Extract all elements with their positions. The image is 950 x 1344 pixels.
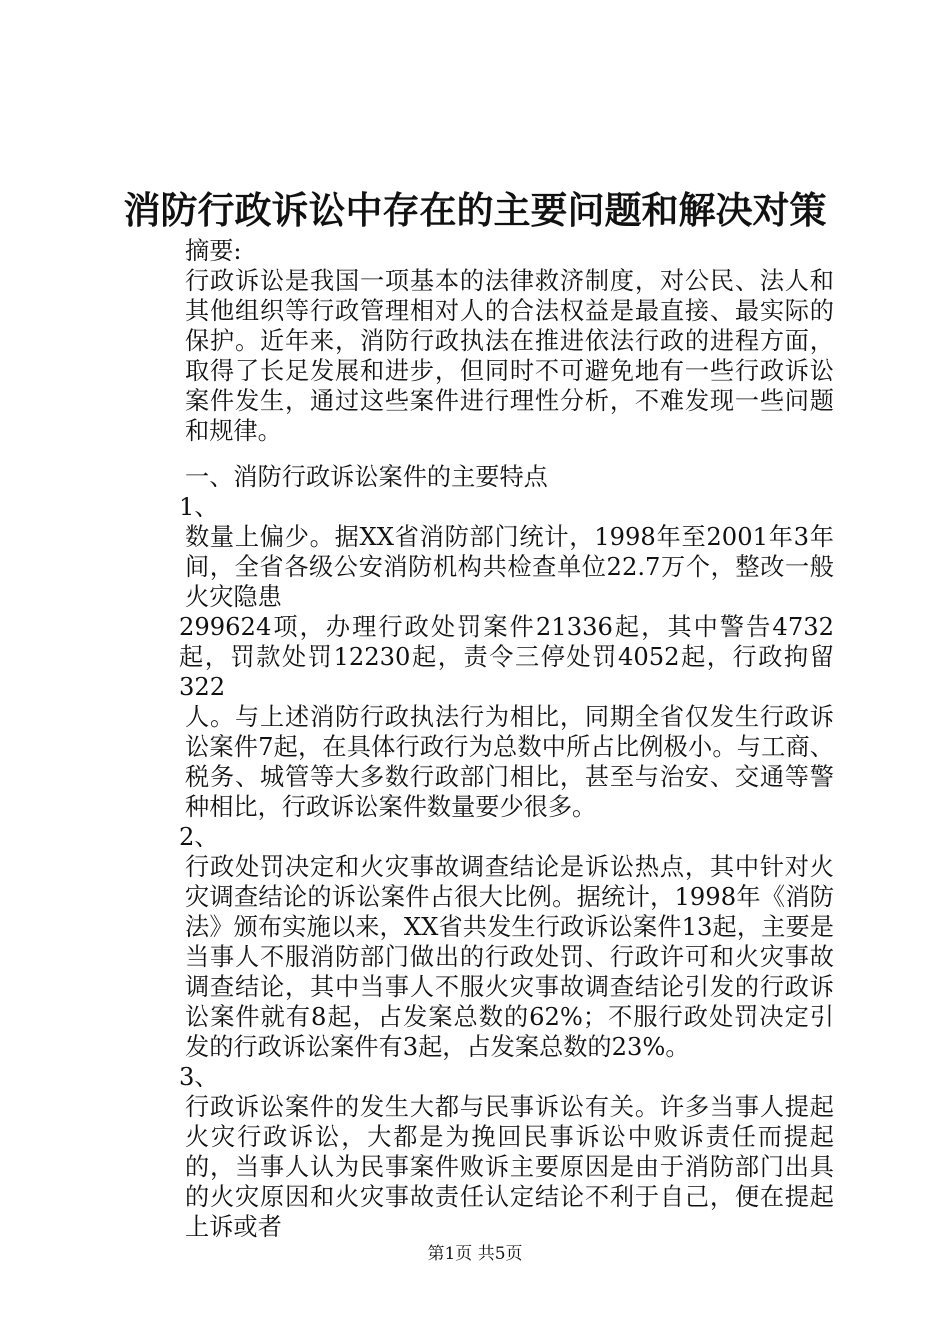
page-footer: 第1页 共5页 [427, 1244, 523, 1264]
paragraph-item-2: 行政处罚决定和火灾事故调查结论是诉讼热点，其中针对火灾调查结论的诉讼案件占很大比例。据统计，1998年《消防法》颁布实施以来，XX省共发生行政诉讼案件13起，主要是当事人不服消防部门做出的行政处罚、行政许可和火灾事故调查结论，其中当事人不服火灾事故调查结论引发的行政诉讼案件就有8起，占发案总数的62%；不服行政处罚决定引发的行政诉讼案件有3起，占发案总数的23%。 [185, 853, 834, 1061]
section-heading-1: 一、消防行政诉讼案件的主要特点 [185, 463, 548, 491]
abstract-heading: 摘要: [185, 237, 242, 265]
paragraph-item-1-a: 数量上偏少。据XX省消防部门统计，1998年至2001年3年间，全省各级公安消防机构共检查单位22.7万个，整改一般火灾隐患 [185, 523, 834, 611]
paragraph-item-3: 行政诉讼案件的发生大都与民事诉讼有关。许多当事人提起火灾行政诉讼，大都是为挽回民事诉讼中败诉责任而提起的，当事人认为民事案件败诉主要原因是由于消防部门出具的火灾原因和火灾事故责任认定结论不利于自己，便在提起上诉或者 [185, 1093, 834, 1241]
document-title: 消防行政诉讼中存在的主要问题和解决对策 [123, 188, 827, 232]
item-number-1: 1、 [179, 493, 219, 521]
item-number-3: 3、 [179, 1063, 219, 1091]
abstract-paragraph: 行政诉讼是我国一项基本的法律救济制度，对公民、法人和其他组织等行政管理相对人的合法权益是最直接、最实际的保护。近年来，消防行政执法在推进依法行政的进程方面，取得了长足发展和进步，但同时不可避免地有一些行政诉讼案件发生，通过这些案件进行理性分析，不难发现一些问题和规律。 [185, 267, 834, 445]
document-body [129, 236, 834, 1242]
paragraph-item-1-b: 299624项，办理行政处罚案件21336起，其中警告4732起，罚款处罚12230起，责令三停处罚4052起，行政拘留322 [179, 613, 834, 701]
item-number-2: 2、 [179, 823, 219, 851]
paragraph-item-1-c: 人。与上述消防行政执法行为相比，同期全省仅发生行政诉讼案件7起，在具体行政行为总数中所占比例极小。与工商、税务、城管等大多数行政部门相比，甚至与治安、交通等警种相比，行政诉讼案件数量要少很多。 [185, 703, 834, 821]
